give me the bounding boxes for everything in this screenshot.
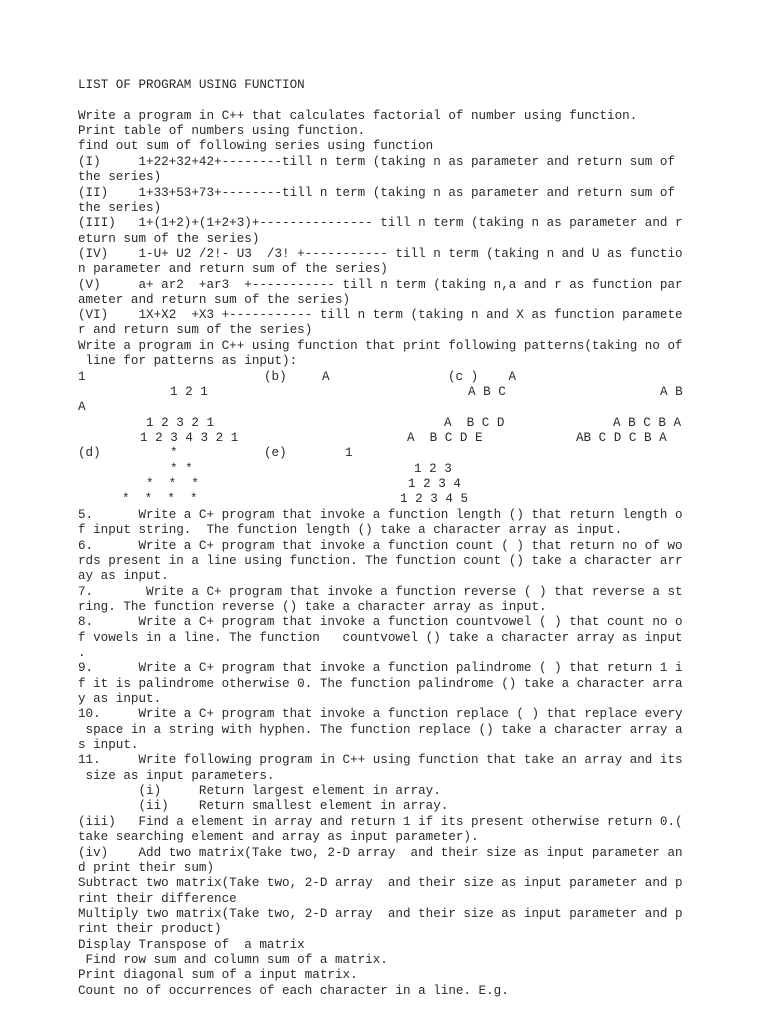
text-line: 11. Write following program in C++ using function that take an array and its: [78, 753, 683, 767]
text-line: (I) 1+22+32+42+--------till n term (taking n as parameter and return sum of: [78, 155, 676, 169]
text-line: 1 2 3 4 3 2 1: [140, 431, 239, 445]
text-line: 6. Write a C+ program that invoke a function count ( ) that return no of wo: [78, 539, 683, 553]
text-line: space in a string with hyphen. The function replace () take a character array a: [78, 723, 683, 737]
text-line: 8. Write a C+ program that invoke a function countvowel ( ) that count no o: [78, 615, 683, 629]
text-line: 1: [345, 446, 353, 460]
text-line: f it is palindrome otherwise 0. The function palindrome () take a character arra: [78, 677, 683, 691]
text-line: (iv) Add two matrix(Take two, 2-D array and their size as input parameter an: [78, 846, 683, 860]
text-line: the series): [78, 170, 162, 184]
text-line: (e): [264, 446, 287, 460]
text-line: y as input.: [78, 692, 162, 706]
text-line: d print their sum): [78, 861, 215, 875]
text-line: eturn sum of the series): [78, 232, 260, 246]
text-line: the series): [78, 201, 162, 215]
text-line: (VI) 1X+X2 +X3 +----------- till n term (taking n and X as function paramete: [78, 308, 683, 322]
text-line: 1: [78, 370, 86, 384]
text-line: 1 2 3: [414, 462, 452, 476]
text-line: * * *: [146, 477, 199, 491]
text-line: A B C D: [444, 416, 505, 430]
text-line: find out sum of following series using function: [78, 139, 434, 153]
text-line: 7. Write a C+ program that invoke a function reverse ( ) that reverse a st: [78, 585, 683, 599]
document-title: LIST OF PROGRAM USING FUNCTION: [78, 78, 305, 92]
text-line: n parameter and return sum of the series): [78, 262, 388, 276]
text-line: line for patterns as input):: [78, 354, 298, 368]
text-line: A: [322, 370, 330, 384]
text-line: A B C D E: [407, 431, 483, 445]
text-line: Find row sum and column sum of a matrix.: [78, 953, 388, 967]
text-line: A B C: [468, 385, 506, 399]
text-line: take searching element and array as input parameter).: [78, 830, 479, 844]
text-line: Display Transpose of a matrix: [78, 938, 305, 952]
text-line: Print diagonal sum of a input matrix.: [78, 968, 358, 982]
text-line: 1 2 3 4 5: [400, 492, 469, 506]
text-line: (III) 1+(1+2)+(1+2+3)+--------------- till n term (taking n as parameter and r: [78, 216, 683, 230]
text-line: A B C B A: [613, 416, 682, 430]
text-line: Count no of occurrences of each character in a line. E.g.: [78, 984, 509, 998]
text-line: 1 2 1: [170, 385, 208, 399]
text-line: 1 2 3 4: [408, 477, 461, 491]
text-line: *: [170, 446, 178, 460]
text-line: Multiply two matrix(Take two, 2-D array and their size as input parameter and p: [78, 907, 683, 921]
text-line: 10. Write a C+ program that invoke a function replace ( ) that replace every: [78, 707, 683, 721]
text-line: Subtract two matrix(Take two, 2-D array and their size as input parameter and p: [78, 876, 683, 890]
text-line: * *: [170, 462, 193, 476]
text-line: size as input parameters.: [78, 769, 275, 783]
text-line: 1 2 3 2 1: [146, 416, 215, 430]
text-line: rds present in a line using function. The function count () take a character arr: [78, 554, 683, 568]
text-line: s input.: [78, 738, 139, 752]
text-line: (II) 1+33+53+73+--------till n term (taking n as parameter and return sum of: [78, 186, 676, 200]
text-line: 5. Write a C+ program that invoke a function length () that return length o: [78, 508, 683, 522]
text-line: rint their product): [78, 922, 222, 936]
text-line: A: [78, 400, 86, 414]
text-line: * * * *: [122, 492, 198, 506]
text-line: (IV) 1-U+ U2 /2!- U3 /3! +----------- till n term (taking n and U as functio: [78, 247, 683, 261]
text-line: ameter and return sum of the series): [78, 293, 351, 307]
text-line: (i) Return largest element in array.: [78, 784, 441, 798]
text-line: Print table of numbers using function.: [78, 124, 366, 138]
text-line: (d): [78, 446, 101, 460]
text-line: A B: [660, 385, 683, 399]
text-line: ay as input.: [78, 569, 169, 583]
text-line: Write a program in C++ that calculates factorial of number using function.: [78, 109, 638, 123]
text-line: rint their difference: [78, 892, 237, 906]
text-line: ring. The function reverse () take a character array as input.: [78, 600, 547, 614]
text-line: 9. Write a C+ program that invoke a function palindrome ( ) that return 1 i: [78, 661, 683, 675]
text-line: (b): [264, 370, 287, 384]
text-line: (iii) Find a element in array and return 1 if its present otherwise return 0.(: [78, 815, 683, 829]
text-line: Write a program in C++ using function that print following patterns(taking no of: [78, 339, 683, 353]
text-line: AB C D C B A: [576, 431, 667, 445]
text-line: r and return sum of the series): [78, 323, 313, 337]
text-line: .: [78, 646, 86, 660]
text-line: (V) a+ ar2 +ar3 +----------- till n term (taking n,a and r as function par: [78, 278, 683, 292]
text-line: f vowels in a line. The function countvowel () take a character array as input: [78, 631, 683, 645]
text-line: (ii) Return smallest element in array.: [78, 799, 449, 813]
text-line: f input string. The function length () take a character array as input.: [78, 523, 623, 537]
text-line: (c ) A: [448, 370, 517, 384]
